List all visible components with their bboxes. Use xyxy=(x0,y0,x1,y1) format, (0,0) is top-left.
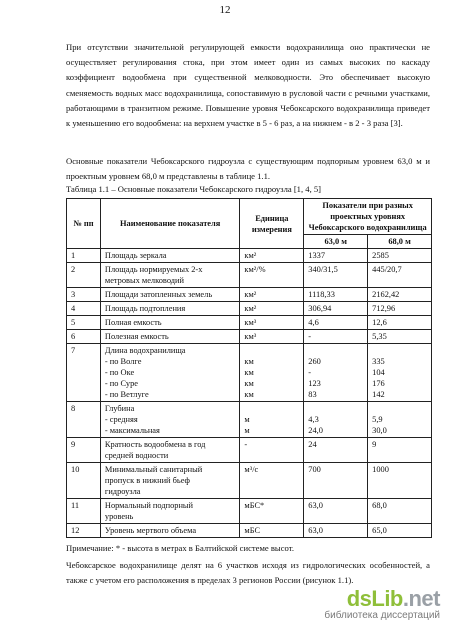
cell-value-68 xyxy=(368,316,432,330)
table-row xyxy=(67,344,432,402)
header-name: Наименование показателя xyxy=(100,199,240,249)
cell-value-68-line: 176 xyxy=(372,379,385,388)
cell-name xyxy=(100,524,240,538)
cell-value-68-line: 30,0 xyxy=(372,426,387,435)
cell-num: 10 xyxy=(67,463,101,499)
table-note: Примечание: * - высота в метрах в Балтийской системе высот. xyxy=(66,543,294,553)
table-row xyxy=(67,288,432,302)
cell-unit xyxy=(240,402,304,438)
watermark-logo: dsLib.net xyxy=(346,586,440,611)
cell-num: 5 xyxy=(67,316,101,330)
cell-value-68 xyxy=(368,330,432,344)
cell-num: 8 xyxy=(67,402,101,438)
cell-name-line: Уровень мертвого объема xyxy=(104,526,197,535)
cell-value-68-line: 712,96 xyxy=(372,304,396,313)
cell-unit xyxy=(240,330,304,344)
cell-value-63 xyxy=(304,344,368,402)
cell-unit xyxy=(240,438,304,463)
cell-name xyxy=(100,302,240,316)
cell-unit-line: км²/% xyxy=(244,265,266,274)
cell-value-63 xyxy=(304,524,368,538)
cell-value-68-line: 68,0 xyxy=(372,501,387,510)
cell-unit-line: км³ xyxy=(244,332,257,341)
cell-value-68 xyxy=(368,438,432,463)
cell-value-68 xyxy=(368,288,432,302)
cell-value-68-line: 335 xyxy=(372,357,385,366)
cell-unit-line: км² xyxy=(244,251,257,260)
cell-unit xyxy=(240,499,304,524)
cell-value-63 xyxy=(304,288,368,302)
cell-name xyxy=(100,499,240,524)
cell-unit xyxy=(240,249,304,263)
header-levels-group: Показатели при разных проектных уровнях Чебоксарского водохранилища xyxy=(304,199,432,235)
cell-name-line: Площадь подтопления xyxy=(104,304,186,313)
header-num: № пп xyxy=(67,199,101,249)
cell-name xyxy=(100,263,240,288)
cell-value-68-line: 5,9 xyxy=(372,415,383,424)
cell-value-63 xyxy=(304,438,368,463)
cell-value-63-line: 4,3 xyxy=(308,415,319,424)
cell-name xyxy=(100,288,240,302)
watermark-subtitle: библиотека диссертаций xyxy=(324,610,440,621)
cell-unit-line: м³/с xyxy=(244,465,259,474)
cell-name-line: уровень xyxy=(104,512,134,521)
cell-value-68-line xyxy=(372,403,427,414)
cell-value-63 xyxy=(304,249,368,263)
cell-unit-line: - xyxy=(244,440,248,449)
cell-name xyxy=(100,402,240,438)
cell-value-68 xyxy=(368,499,432,524)
paragraph-intro: При отсутствии значительной регулирующей емкости водохранилища оно практически не осуществляет регулирования стока, при этом имеет один из самых высоких по каскаду коэффициент водообмена при существенной мелководности. Это обеспечивает высокую сменяемость водных масс водохранилища, сопоставимую в русловой части с речными участками, работающими в транзитном режиме. Повышение уровня Чебоксарского водохранилища приведет к уменьшению его водообмена: на верхнем участке в 5 - 6 раз, а на нижнем - в 2 - 3 раза [3]. xyxy=(66,42,430,129)
cell-value-68-line: 2585 xyxy=(372,251,389,260)
cell-name-line: гидроузла xyxy=(104,487,141,496)
cell-value-63-line: 1118,33 xyxy=(308,290,335,299)
cell-num: 3 xyxy=(67,288,101,302)
cell-name-line: Кратность водообмена в год xyxy=(104,440,206,449)
cell-name-line: метровых мелководий xyxy=(104,276,185,285)
cell-value-68 xyxy=(368,402,432,438)
cell-value-63-line: - xyxy=(308,368,312,377)
table-row xyxy=(67,402,432,438)
cell-value-63 xyxy=(304,402,368,438)
cell-unit-line: км xyxy=(244,379,254,388)
cell-unit-line: мБС* xyxy=(244,501,265,510)
paragraph-regions: Чебоксарское водохранилище делят на 6 участков исходя из гидрологических особенностей, а также с учетом его расположения в пределах 3 регионов России (рисунок 1.1). xyxy=(66,560,430,586)
cell-unit-line xyxy=(244,345,299,356)
cell-name xyxy=(100,316,240,330)
cell-unit xyxy=(240,344,304,402)
table-caption: Таблица 1.1 – Основные показатели Чебоксарского гидроузла [1, 4, 5] xyxy=(66,184,322,194)
cell-name xyxy=(100,463,240,499)
cell-value-63-line: 63,0 xyxy=(308,501,323,510)
table-row xyxy=(67,316,432,330)
cell-value-63 xyxy=(304,330,368,344)
cell-name-line: Площадь зеркала xyxy=(104,251,167,260)
cell-name xyxy=(100,249,240,263)
cell-value-63-line: 700 xyxy=(308,465,321,474)
cell-value-68-line: 445/20,7 xyxy=(372,265,402,274)
cell-name-line: Минимальный санитарный xyxy=(104,465,203,474)
cell-value-68-line xyxy=(372,345,427,356)
cell-name-line: Нормальный подпорный xyxy=(104,501,194,510)
cell-num: 6 xyxy=(67,330,101,344)
indicators-table xyxy=(66,198,432,538)
cell-unit xyxy=(240,463,304,499)
cell-value-63 xyxy=(304,463,368,499)
cell-num: 2 xyxy=(67,263,101,288)
cell-value-68-line: 2162,42 xyxy=(372,290,400,299)
cell-name xyxy=(100,330,240,344)
header-level-63: 63,0 м xyxy=(304,235,368,249)
cell-name-line: Полезная емкость xyxy=(104,332,169,341)
cell-value-68-line: 12,6 xyxy=(372,318,387,327)
cell-value-68-line: 1000 xyxy=(372,465,389,474)
cell-name xyxy=(100,344,240,402)
cell-value-63 xyxy=(304,263,368,288)
cell-unit xyxy=(240,263,304,288)
cell-name-line: - по Оке xyxy=(104,368,135,377)
cell-name-line: - по Волге xyxy=(104,357,142,366)
cell-value-63 xyxy=(304,499,368,524)
cell-value-63-line: 24,0 xyxy=(308,426,323,435)
header-unit: Единица измерения xyxy=(240,199,304,249)
cell-unit xyxy=(240,288,304,302)
cell-num: 11 xyxy=(67,499,101,524)
table-row xyxy=(67,263,432,288)
cell-name-line: - максимальная xyxy=(104,426,160,435)
cell-name-line: Площадь нормируемых 2-х xyxy=(104,265,203,274)
cell-value-63-line: 306,94 xyxy=(308,304,332,313)
cell-value-68 xyxy=(368,249,432,263)
cell-value-63-line: 63,0 xyxy=(308,526,323,535)
cell-name-line: пропуск в нижний бьеф xyxy=(104,476,190,485)
cell-value-63 xyxy=(304,302,368,316)
cell-unit xyxy=(240,316,304,330)
cell-unit-line: км³ xyxy=(244,318,257,327)
cell-value-68-line: 9 xyxy=(372,440,377,449)
cell-unit-line: км² xyxy=(244,290,257,299)
cell-value-68 xyxy=(368,524,432,538)
cell-value-63-line: 1337 xyxy=(308,251,326,260)
cell-value-63-line: 83 xyxy=(308,390,317,399)
cell-unit xyxy=(240,302,304,316)
cell-value-63-line: - xyxy=(308,332,312,341)
cell-value-68-line: 104 xyxy=(372,368,385,377)
cell-name-line: Длина водохранилища xyxy=(104,346,186,355)
table-row xyxy=(67,438,432,463)
cell-name-line: средней водности xyxy=(104,451,169,460)
cell-unit-line: км xyxy=(244,390,254,399)
cell-value-63-line: 340/31,5 xyxy=(308,265,338,274)
cell-value-68-line: 65,0 xyxy=(372,526,387,535)
cell-num: 7 xyxy=(67,344,101,402)
cell-value-68 xyxy=(368,302,432,316)
table-row xyxy=(67,330,432,344)
table-row xyxy=(67,524,432,538)
table-row xyxy=(67,463,432,499)
header-level-68: 68,0 м xyxy=(368,235,432,249)
cell-unit-line: км xyxy=(244,368,254,377)
cell-value-63-line xyxy=(308,345,363,356)
cell-num: 12 xyxy=(67,524,101,538)
cell-value-63-line: 123 xyxy=(308,379,321,388)
cell-value-68 xyxy=(368,263,432,288)
cell-name-line: Площади затопленных земель xyxy=(104,290,213,299)
cell-unit-line: мБС xyxy=(244,526,261,535)
cell-value-63 xyxy=(304,316,368,330)
watermark xyxy=(324,586,440,621)
cell-name-line: Глубина xyxy=(104,404,135,413)
cell-num: 9 xyxy=(67,438,101,463)
cell-value-63-line: 24 xyxy=(308,440,317,449)
cell-name-line: Полная емкость xyxy=(104,318,162,327)
cell-value-68 xyxy=(368,463,432,499)
cell-unit-line: км² xyxy=(244,304,257,313)
cell-name-line: - средняя xyxy=(104,415,138,424)
cell-name xyxy=(100,438,240,463)
cell-value-63-line: 260 xyxy=(308,357,321,366)
paragraph-table-reference: Основные показатели Чебоксарского гидроузла с существующим подпорным уровнем 63,0 м и проектным уровнем 68,0 м представлены в таблице 1.1. xyxy=(66,156,430,182)
table-row xyxy=(67,249,432,263)
page-number: 12 xyxy=(219,4,231,16)
table-body xyxy=(67,249,432,538)
cell-unit-line: км xyxy=(244,357,254,366)
cell-unit xyxy=(240,524,304,538)
cell-value-68-line: 142 xyxy=(372,390,385,399)
table-row xyxy=(67,499,432,524)
cell-value-63-line: 4,6 xyxy=(308,318,319,327)
table-row xyxy=(67,302,432,316)
cell-value-63-line xyxy=(308,403,363,414)
cell-value-68-line: 5,35 xyxy=(372,332,387,341)
cell-num: 4 xyxy=(67,302,101,316)
cell-value-68 xyxy=(368,344,432,402)
cell-name-line: - по Ветлуге xyxy=(104,390,149,399)
cell-unit-line: м xyxy=(244,415,250,424)
cell-unit-line xyxy=(244,403,299,414)
cell-unit-line: м xyxy=(244,426,250,435)
cell-num: 1 xyxy=(67,249,101,263)
cell-name-line: - по Суре xyxy=(104,379,139,388)
